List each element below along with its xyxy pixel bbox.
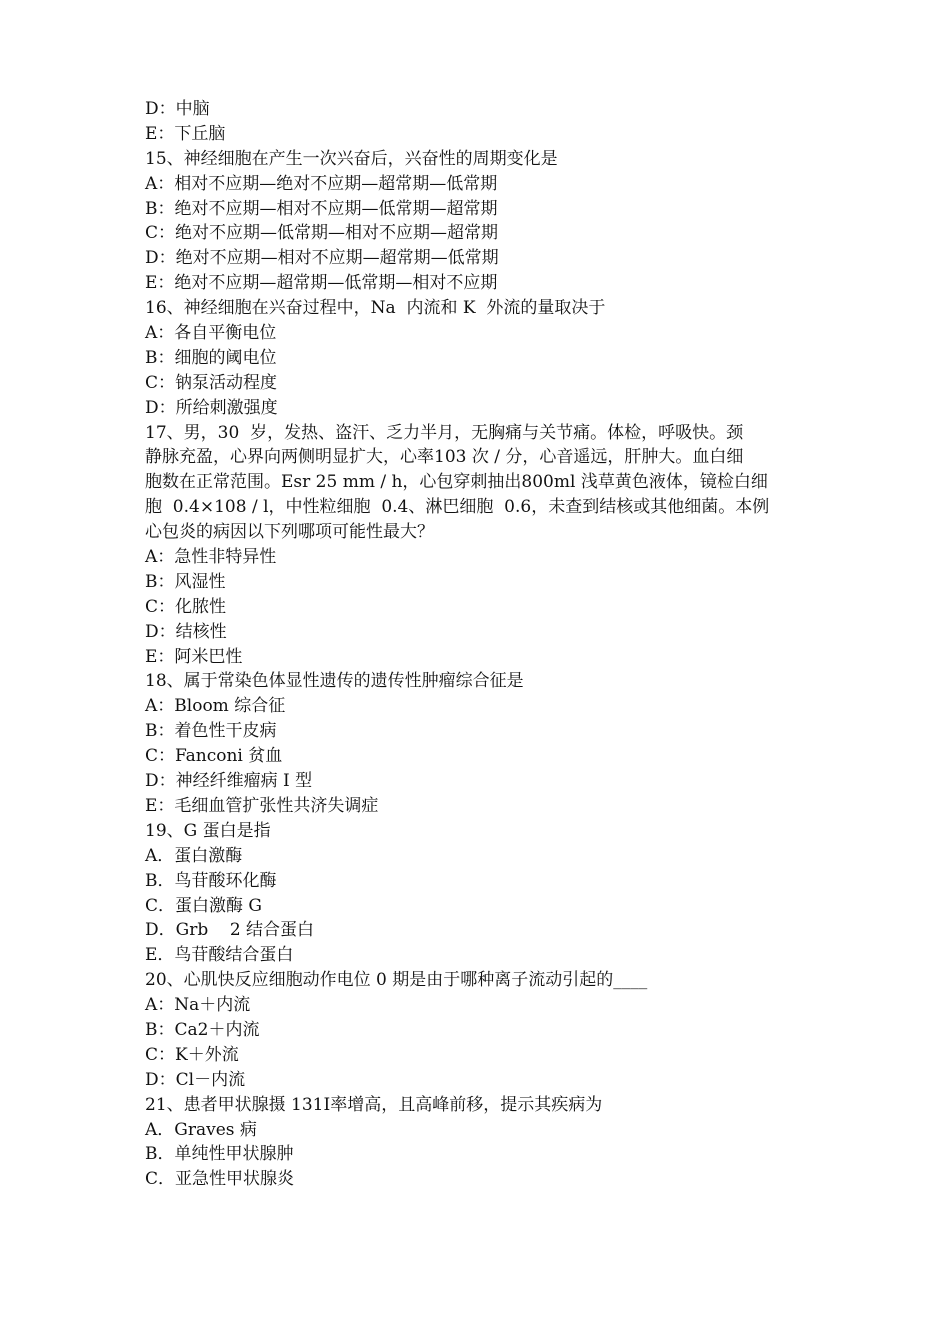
question-17-line: 17、男，30 岁，发热、盗汗、乏力半月，无胸痛与关节痛。体检，呼吸快。颈	[145, 422, 744, 443]
text-line: C．亚急性甲状腺炎	[145, 1169, 295, 1190]
text-line: A．蛋白激酶	[145, 845, 243, 866]
text-line: A：急性非特异性	[145, 547, 277, 568]
text-line: C：K＋外流	[145, 1044, 239, 1065]
text-block-bottom	[145, 545, 810, 1192]
text-line: C．蛋白激酶 G	[145, 895, 262, 916]
text-line: B：Ca2＋内流	[145, 1019, 260, 1040]
document-page	[145, 97, 810, 1192]
text-line: B：着色性干皮病	[145, 721, 277, 742]
text-line: B：风湿性	[145, 571, 226, 592]
text-line: E：下丘脑	[145, 123, 226, 144]
text-line: E：阿米巴性	[145, 646, 243, 667]
text-line: D：结核性	[145, 621, 227, 642]
text-line: 16、神经细胞在兴奋过程中，Na 内流和 K 外流的量取决于	[145, 298, 606, 319]
text-line: A：各自平衡电位	[145, 323, 277, 344]
text-line: A：Na＋内流	[145, 995, 251, 1016]
text-line: B：细胞的阈电位	[145, 347, 277, 368]
text-line: B．鸟苷酸环化酶	[145, 870, 277, 891]
text-line: C：绝对不应期—低常期—相对不应期—超常期	[145, 223, 499, 244]
question-17-line: 胞数在正常范围。Esr 25 mm / h，心包穿刺抽出800ml 浅草黄色液体，镜检白细	[145, 472, 768, 493]
text-line: D：Cl－内流	[145, 1069, 246, 1090]
text-line: C：Fanconi 贫血	[145, 746, 283, 767]
text-line: A．Graves 病	[145, 1119, 257, 1140]
text-line: D：绝对不应期—相对不应期—超常期—低常期	[145, 248, 499, 269]
text-line: C：化脓性	[145, 596, 227, 617]
text-line: E：毛细血管扩张性共济失调症	[145, 795, 379, 816]
text-line: D．Grb 2 结合蛋白	[145, 920, 315, 941]
text-line: 18、属于常染色体显性遗传的遗传性肿瘤综合征是	[145, 671, 524, 692]
question-17-line: 胞 0.4×108 / l，中性粒细胞 0.4、淋巴细胞 0.6，未查到结核或其他细菌。本例	[145, 497, 770, 518]
text-block-top	[145, 97, 810, 421]
text-line: 21、患者甲状腺摄 131Ⅰ率增高，且高峰前移，提示其疾病为	[145, 1094, 603, 1115]
text-line: A：Bloom 综合征	[145, 696, 286, 717]
text-line: 15、神经细胞在产生一次兴奋后，兴奋性的周期变化是	[145, 148, 558, 169]
text-line: 20、心肌快反应细胞动作电位 0 期是由于哪种离子流动引起的____	[145, 970, 648, 991]
text-line: D：所给刺激强度	[145, 397, 278, 418]
text-line: C：钠泵活动程度	[145, 372, 278, 393]
question-17-line: 静脉充盈，心界向两侧明显扩大，心率103 次 / 分，心音遥远，肝肿大。血白细	[145, 447, 744, 468]
text-line: 19、G 蛋白是指	[145, 820, 271, 841]
text-line: D：神经纤维瘤病 I 型	[145, 771, 313, 792]
text-line: B．单纯性甲状腺肿	[145, 1144, 294, 1165]
text-line: A：相对不应期—绝对不应期—超常期—低常期	[145, 173, 498, 194]
text-line: D：中脑	[145, 99, 210, 119]
question-17-block	[145, 421, 810, 545]
text-line: E：绝对不应期—超常期—低常期—相对不应期	[145, 273, 498, 294]
question-17-line: 心包炎的病因以下列哪项可能性最大？	[145, 522, 434, 543]
text-line: E．鸟苷酸结合蛋白	[145, 945, 294, 966]
text-line: B：绝对不应期—相对不应期—低常期—超常期	[145, 198, 498, 219]
